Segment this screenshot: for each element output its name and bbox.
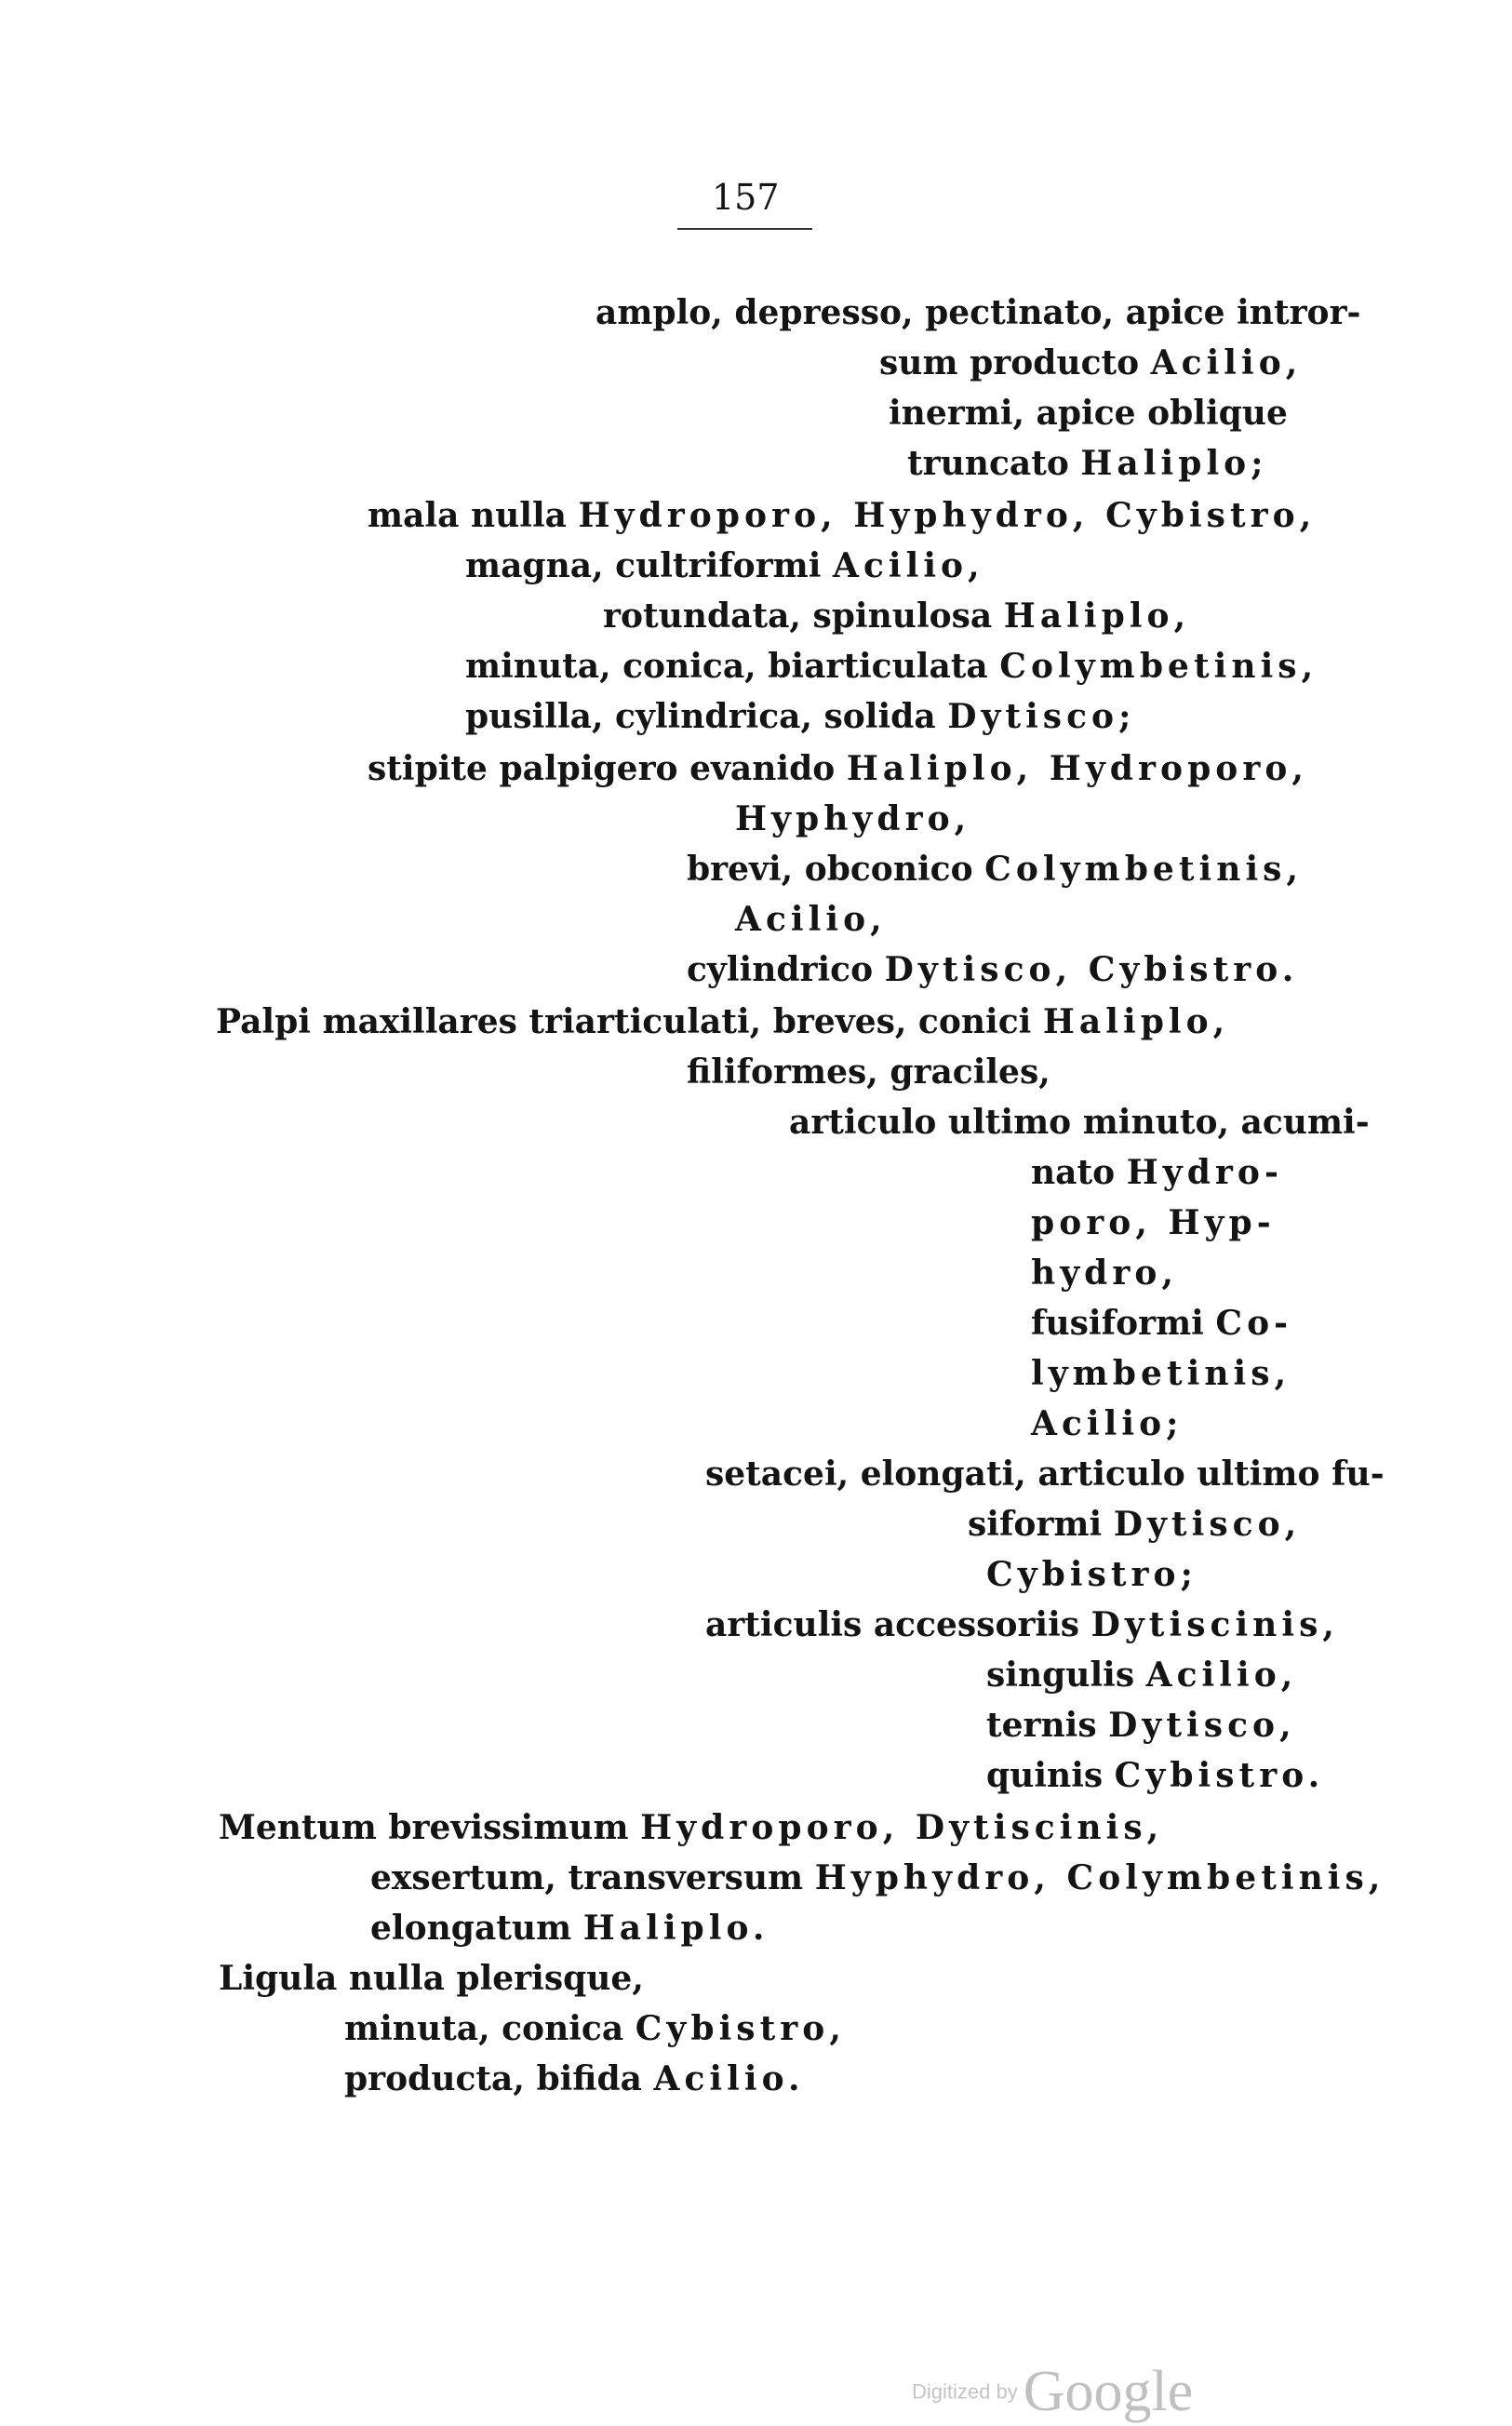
text-segment: Palpi maxillares triarticulati, breves, conici: [216, 1002, 1043, 1041]
genus-name: Haliplo;: [1080, 444, 1268, 483]
text-line: [1031, 1304, 1293, 1343]
text-line: [344, 2059, 805, 2098]
digitized-by-label: Digitized by: [912, 2379, 1018, 2404]
genus-name: Hydroporo, Dytiscinis,: [640, 1808, 1164, 1847]
text-line: [705, 1454, 1385, 1494]
genus-name: Dytisco;: [947, 697, 1136, 736]
genus-name: Acilio,: [735, 900, 887, 939]
text-line: [465, 647, 1318, 686]
text-line: [370, 1909, 769, 1948]
genus-name: Acilio,: [1145, 1655, 1298, 1695]
genus-name: hydro,: [1031, 1253, 1179, 1293]
text-segment: minuta, conica: [344, 2009, 636, 2048]
text-segment: cylindrico: [687, 950, 885, 989]
text-segment: singulis: [986, 1655, 1146, 1695]
genus-name: Cybistro;: [986, 1555, 1198, 1594]
genus-name: Haliplo, Hydroporo,: [846, 749, 1308, 788]
genus-name: Haliplo,: [1042, 1002, 1230, 1041]
text-segment: producta, bifida: [344, 2059, 654, 2098]
text-line: [1031, 1404, 1184, 1443]
genus-name: Acilio,: [1150, 343, 1303, 382]
text-line: [1031, 1354, 1291, 1393]
genus-name: Acilio,: [832, 546, 984, 585]
text-segment: Mentum brevissimum: [219, 1808, 641, 1847]
text-line: [368, 749, 1308, 788]
text-line: [1031, 1153, 1283, 1192]
text-segment: minuta, conica, biarticulata: [465, 647, 1000, 686]
text-line: [465, 697, 1136, 736]
genus-name: poro, Hyp-: [1031, 1203, 1276, 1242]
text-line: [687, 850, 1304, 889]
text-line: [368, 496, 1317, 535]
text-line: [687, 1052, 1050, 1092]
text-segment: inermi, apice oblique: [889, 394, 1288, 433]
text-line: [986, 1655, 1298, 1695]
text-segment: exsertum, transversum: [370, 1858, 815, 1897]
text-segment: pusilla, cylindrica, solida: [465, 697, 948, 736]
genus-name: Dytisco, Cybistro.: [884, 950, 1299, 989]
text-segment: stipite palpigero evanido: [368, 749, 847, 788]
text-segment: mala nulla: [368, 496, 579, 535]
text-segment: articulis accessoriis: [705, 1605, 1091, 1644]
genus-name: Haliplo,: [1003, 596, 1191, 636]
genus-name: Co-: [1215, 1304, 1293, 1343]
genus-name: Hyphydro, Colymbetinis,: [814, 1858, 1385, 1897]
page-number-rule: [677, 228, 812, 230]
text-line: [595, 293, 1361, 332]
genus-name: Hyphydro,: [735, 799, 971, 838]
text-line: [986, 1555, 1198, 1594]
text-line: [687, 950, 1299, 989]
text-line: [370, 1858, 1385, 1897]
text-segment: setacei, elongati, articulo ultimo fu-: [705, 1454, 1385, 1494]
text-line: [1031, 1203, 1276, 1242]
genus-name: Hydroporo, Hyphydro, Cybistro,: [578, 496, 1317, 535]
text-line: [986, 1756, 1325, 1795]
genus-name: Hydro-: [1126, 1153, 1283, 1192]
text-line: [216, 1002, 1230, 1041]
genus-name: Dytiscinis,: [1091, 1605, 1339, 1644]
text-line: [986, 1706, 1296, 1745]
digitized-footer: [912, 2359, 1193, 2425]
text-segment: ternis: [986, 1706, 1109, 1745]
text-line: [1031, 1253, 1179, 1293]
text-segment: brevi, obconico: [687, 850, 985, 889]
genus-name: Colymbetinis,: [999, 647, 1318, 686]
text-segment: quinis: [986, 1756, 1115, 1795]
text-line: [968, 1505, 1302, 1544]
genus-name: Acilio;: [1031, 1404, 1184, 1443]
text-line: [219, 1959, 644, 1998]
text-segment: nato: [1031, 1153, 1127, 1192]
genus-name: Cybistro.: [1114, 1756, 1325, 1795]
text-line: [705, 1605, 1339, 1644]
text-line: [907, 444, 1268, 483]
text-segment: articulo ultimo minuto, acumi-: [789, 1103, 1370, 1142]
genus-name: Dytisco,: [1113, 1505, 1302, 1544]
genus-name: Acilio.: [653, 2059, 805, 2098]
text-segment: amplo, depresso, pectinato, apice intror-: [595, 293, 1361, 332]
text-line: [735, 900, 887, 939]
text-segment: truncato: [907, 444, 1081, 483]
text-line: [603, 596, 1191, 636]
text-line: [344, 2009, 846, 2048]
genus-name: Colymbetinis,: [984, 850, 1304, 889]
text-line: [735, 799, 971, 838]
text-segment: siformi: [968, 1505, 1114, 1544]
genus-name: Haliplo.: [582, 1909, 769, 1948]
text-segment: elongatum: [370, 1909, 583, 1948]
text-line: [219, 1808, 1164, 1847]
text-line: [465, 546, 984, 585]
text-line: [789, 1103, 1370, 1142]
text-segment: filiformes, graciles,: [687, 1052, 1050, 1092]
text-segment: magna, cultriformi: [465, 546, 833, 585]
text-segment: rotundata, spinulosa: [603, 596, 1004, 636]
genus-name: Dytisco,: [1108, 1706, 1296, 1745]
genus-name: Cybistro,: [635, 2009, 846, 2048]
text-line: [889, 394, 1288, 433]
text-line: [879, 343, 1303, 382]
text-segment: fusiformi: [1031, 1304, 1216, 1343]
genus-name: lymbetinis,: [1031, 1354, 1291, 1393]
page-number: 157: [712, 177, 780, 218]
google-logo: Google: [1023, 2360, 1194, 2423]
text-segment: Ligula nulla plerisque,: [219, 1959, 644, 1998]
text-segment: sum producto: [879, 343, 1151, 382]
